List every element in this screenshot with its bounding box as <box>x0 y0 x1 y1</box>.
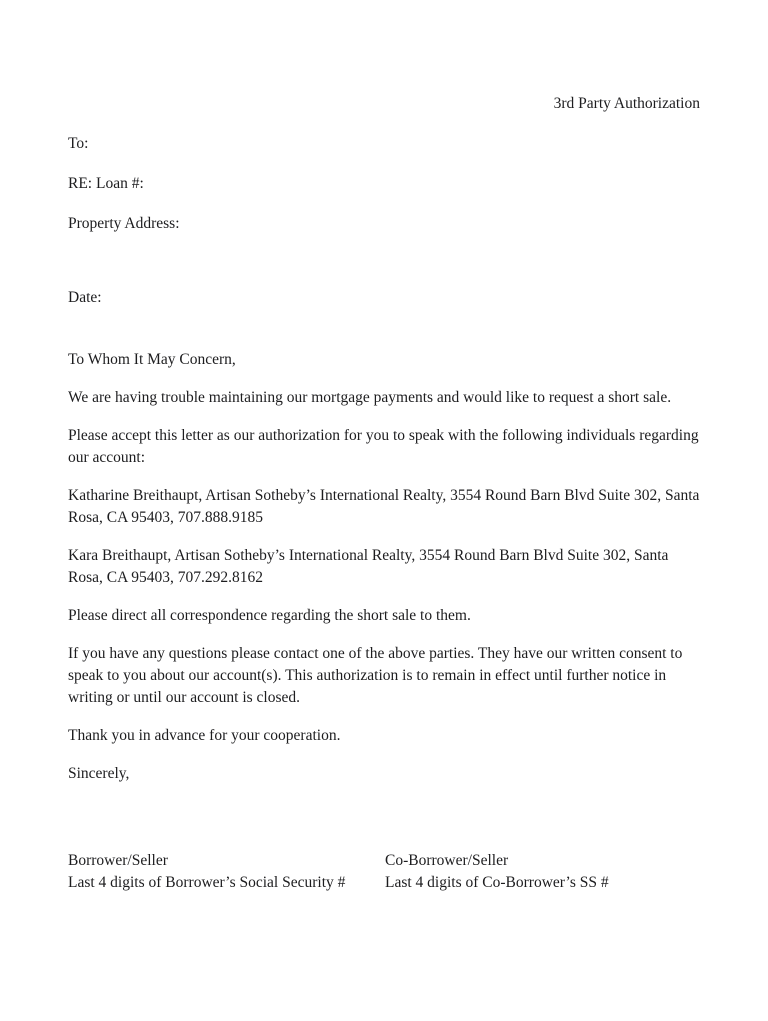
co-borrower-signature-area <box>385 850 700 894</box>
co-borrower-seller-label: Co-Borrower/Seller <box>385 852 509 869</box>
borrower-signature-area <box>68 850 385 894</box>
borrower-ssn-label: Last 4 digits of Borrower’s Social Security # <box>68 874 346 891</box>
co-borrower-ssn-label: Last 4 digits of Co-Borrower’s SS # <box>385 874 609 891</box>
paragraph-consent-terms: If you have any questions please contact one of the above parties. They have our written consent to speak to you about our account(s). This authorization is to remain in effect until further notice in writing or until our account is closed. <box>68 645 683 706</box>
field-re-loan-number: RE: Loan #: <box>68 175 144 192</box>
paragraph-authorization-intro: Please accept this letter as our authorization for you to speak with the following individuals regarding our account: <box>68 427 699 466</box>
paragraph-contact-katharine: Katharine Breithaupt, Artisan Sotheby’s International Realty, 3554 Round Barn Blvd Suite 302, Santa Rosa, CA 95403, 707.888.9185 <box>68 487 700 526</box>
paragraph-contact-kara: Kara Breithaupt, Artisan Sotheby’s International Realty, 3554 Round Barn Blvd Suite 302, Santa Rosa, CA 95403, 707.292.8162 <box>68 547 669 586</box>
field-property-address: Property Address: <box>68 215 180 232</box>
signature-block <box>68 850 700 894</box>
paragraph-direct-correspondence: Please direct all correspondence regarding the short sale to them. <box>68 607 471 624</box>
salutation: To Whom It May Concern, <box>68 351 236 368</box>
paragraph-request-short-sale: We are having trouble maintaining our mortgage payments and would like to request a short sale. <box>68 389 672 406</box>
borrower-seller-label: Borrower/Seller <box>68 852 168 869</box>
closing-sincerely: Sincerely, <box>68 765 130 782</box>
paragraph-thank-you: Thank you in advance for your cooperation. <box>68 727 341 744</box>
field-date: Date: <box>68 289 102 306</box>
field-to: To: <box>68 135 89 152</box>
document-title: 3rd Party Authorization <box>553 95 700 112</box>
